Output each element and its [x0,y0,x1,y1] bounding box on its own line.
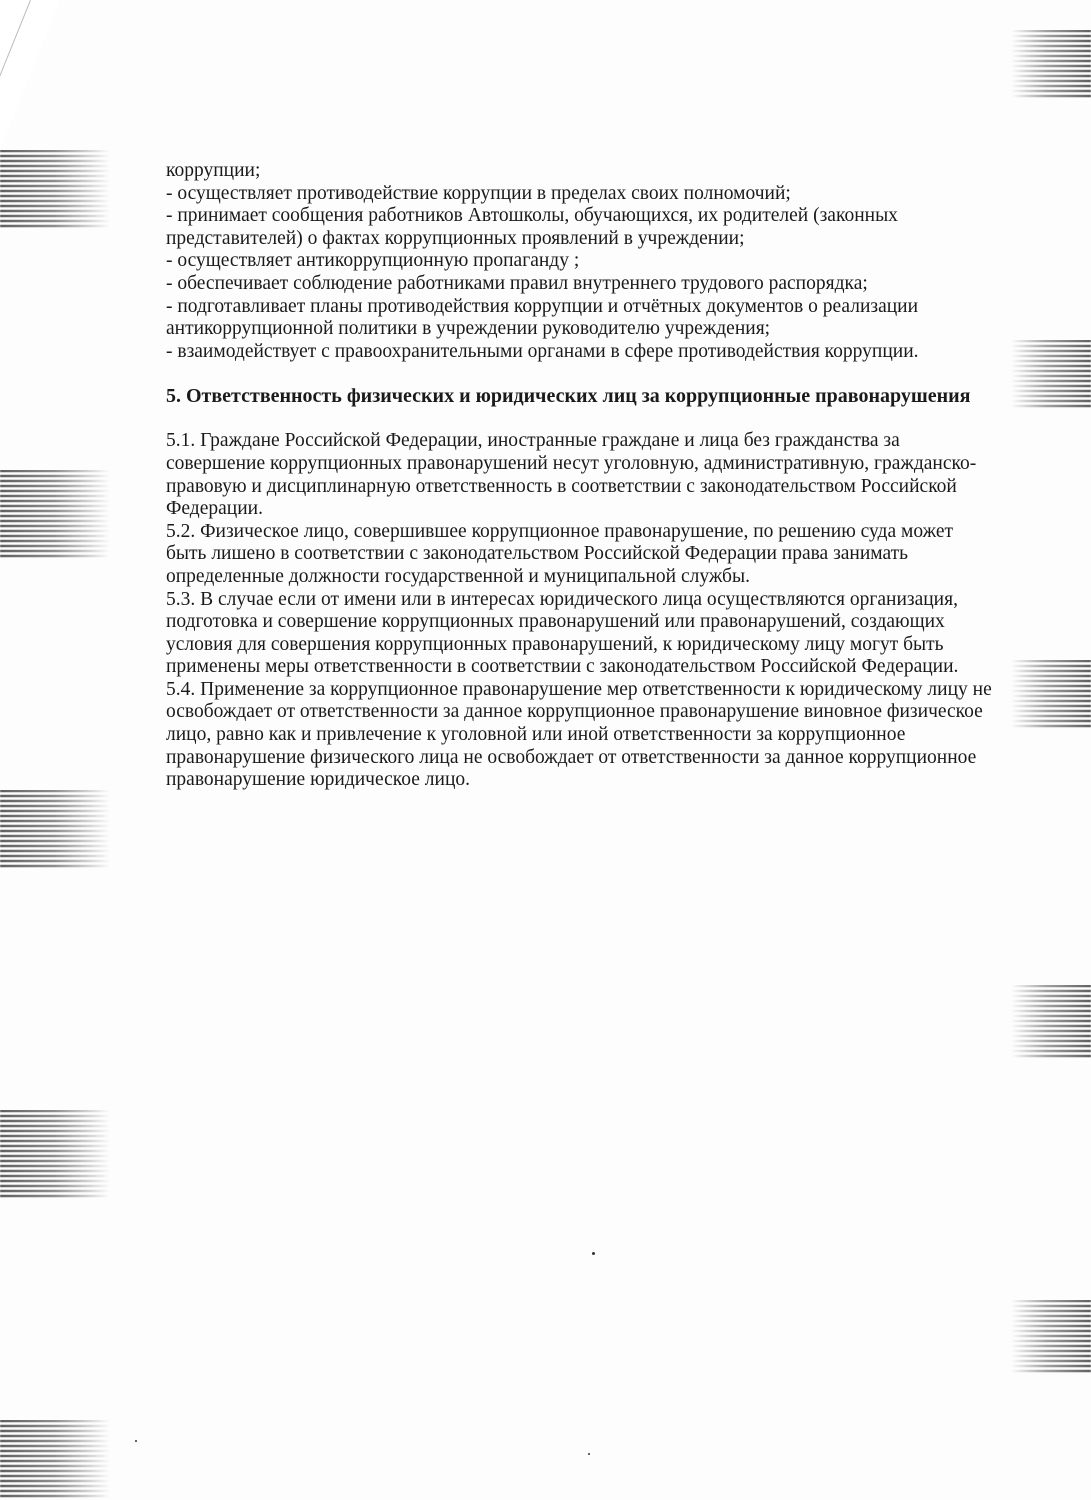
scan-edge-artifact [0,790,110,870]
folded-corner [0,0,60,150]
paragraph-5-1: 5.1. Граждане Российской Федерации, иностранные граждане и лица без гражданства за совершение коррупционных правонарушений несут уголовную, административную, гражданско-правовую и дисциплинарную ответственность в соответствии с законодательством Российской Федерации. [166,430,977,520]
paragraph-5-4: 5.4. Применение за коррупционное правонарушение мер ответственности к юридическому лицу не освобождает от ответственности за данное коррупционное правонарушение виновное физическое лицо, равно как и привлечение к уголовной или иной ответственности за коррупционное правонарушение физического лица не освобождает от ответственности за данное коррупционное правонарушение юридическое лицо. [166,678,992,791]
document-body [166,160,996,792]
scan-edge-artifact [1011,30,1091,100]
scan-edge-artifact [1011,985,1091,1060]
scan-edge-artifact [1011,660,1091,730]
scan-speck [588,1453,590,1455]
scan-speck [592,1252,595,1255]
scan-edge-artifact [1011,1300,1091,1375]
intro-line: - взаимодействует с правоохранительными органами в сфере противодействия коррупции. [166,340,919,362]
scan-edge-artifact [0,1110,110,1200]
section-heading: 5. Ответственность физических и юридических лиц за коррупционные правонарушения [166,385,971,408]
intro-line: - обеспечивает соблюдение работниками правил внутреннего трудового распорядка; [166,272,868,294]
intro-line: - подготавливает планы противодействия коррупции и отчётных документов о реализации антикоррупционной политики в учреждении руководителю учреждения; [166,295,919,340]
intro-line: - осуществляет антикоррупционную пропаганду ; [166,250,580,272]
scan-edge-artifact [0,470,110,560]
scan-speck [135,1440,137,1442]
paragraph-5-3: 5.3. В случае если от имени или в интересах юридического лица осуществляются организация, подготовка и совершение коррупционных правонарушений или правонарушений, создающих условия для совершения коррупционных правонарушений, к юридическому лицу могут быть применены меры ответственности в соответствии с законодательством Российской Федерации. [166,588,959,678]
scan-edge-artifact [0,1420,110,1500]
scan-edge-artifact [0,150,110,230]
scan-edge-artifact [1011,340,1091,410]
intro-line: - принимает сообщения работников Автошколы, обучающихся, их родителей (законных представителей) о фактах коррупционных проявлений в учреждении; [166,205,898,249]
intro-line: - осуществляет противодействие коррупции в пределах своих полномочий; [166,182,791,204]
intro-line: коррупции; [166,160,261,181]
paragraph-5-2: 5.2. Физическое лицо, совершившее коррупционное правонарушение, по решению суда может быть лишено в соответствии с законодательством Российской Федерации права занимать определенные должности государственной и муниципальной службы. [166,520,954,587]
